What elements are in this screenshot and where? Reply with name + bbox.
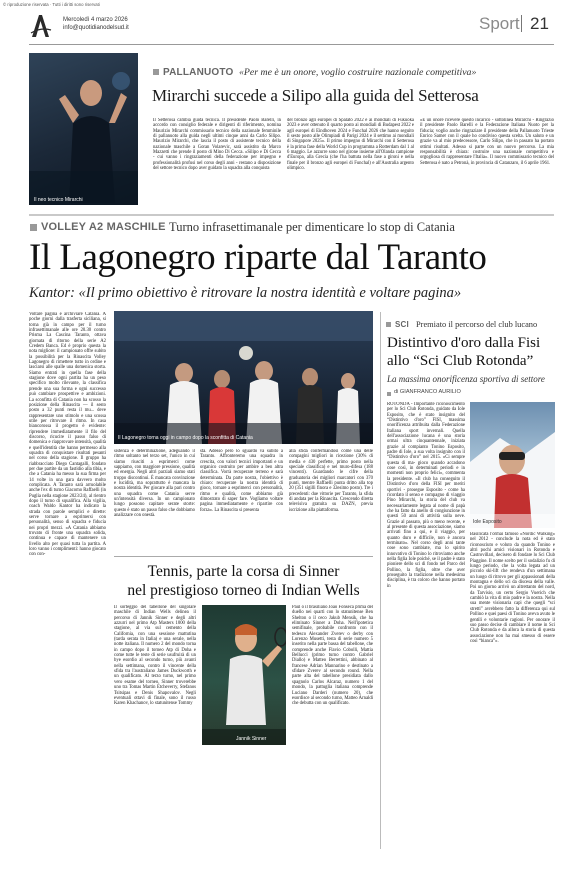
mirarchi-photo xyxy=(29,53,138,205)
masthead-info xyxy=(63,16,129,32)
photo-caption: Il Lagonegro torna oggi in campo dopo la sconfitta di Catania xyxy=(118,435,253,441)
byline-marker xyxy=(387,392,391,396)
story4-headline-line-1: Tennis, parte la corsa di Sinner xyxy=(147,563,340,580)
coach-figure xyxy=(29,53,138,205)
column-divider xyxy=(380,312,381,849)
photo-caption: Jannik Sinner xyxy=(236,736,267,742)
photo-caption: Il neo tecnico Mirarchi xyxy=(34,197,83,203)
volley-photo xyxy=(114,311,373,444)
story3-column-1: ROTONDA - Importante riconoscimento per lo Sci Club Rotonda, guidato da Iole Esposito, che è stato insignito del “Distintivo d'oro” FISI, massima onorificenza attribuita dalla Federazione Italiana sport invernali. Quella dell'associazione lucana è una storia ormai ultra cinquantennale, iniziata grazie al compianto Tonino Esposito, padre di Iole, a sua volta insignito con il “Distintivo d'oro” nel 2015. «Ci sempre questa di ma- gioco quando accadono cose così, in determinati periodi e in momenti non proprio felici», commenta la presidente. «Il club ha conseguito il Distintivo d'oro della FISI per meriti sportivi - prosegue Esposito - come ha ricordato il senso e compagno di viaggio Pino Mirarchi, la storia del club va necessariamente legata al nome di papà che ha fatto da anello di congiunzione in questi 50 anni di attività sulla neve. Grazie al passato, più o meno recente, e al presente di questa associazione, siamo arrivati fino a qui, e il viaggio, per quanto duro e difficile, non è ancora terminato». Nel corso degli anni tante cose sono cambiate, ma lo spirito innovativo di Tonino lo ritroviamo anche nella figlia Iole poiché, se il padre è stato pioniere dello sci di fondo nel Parco del Pollino, la figlia, oltre che aver proseguito la tradizione nella medesima disciplina, è tra coloro che hanno portato in xyxy=(387,402,465,589)
story4-headline-line-2: nel prestigioso torneo di Indian Wells xyxy=(127,582,360,599)
tag-marker xyxy=(386,322,391,327)
skier-figure xyxy=(470,402,555,528)
story2-column-1: Voltare pagina e archiviare Catania. A poche giorni dalla trasferta siciliana, si torna già in campo per il turno infrasettimanale alle ore 20.30 contro Prisma La Cascina Taranto, ottava giornata di ritorno della serie A2 Credem Banca. Ed è proprio questa la nota migliore: il campionato offre subito la possibilità per la Rinascita Volley Lagonegro di rimettere tutto in ordine e lasciarsi alle spalle una domenica storta. Siamo entrati in quella fase della stagione dove ogni partita ha un peso specifico molto rilevante, la classifica prende una sua forma e ogni successo può cambiare prospettive e ambizioni. La sconfitta di Catania non ha scosso la posizione della Rinascita — il sesto posto a 32 punti resta il mu... deve rappresentare uno stimolo e una scossa utile per ritrovare il ritmo. In casa biancorossa il progetto è evidente: riprendere immediatamente il filo del discorso, ricucire il passo falso di domenica e riapprovare intensità, qualità e quell'identità che hanno permesso alla squadra di conquistare risultati pesanti nel corso della stagione. Il gruppo ha riabbracciato Diego Cantagalli, fondato per due partite da un fastidio alla tibia, e che a Catania ha messo la sua firma per 14 volte in una gara davvero molto complicata. A Taranto sarà arruolabile anche l'ex di turno Giacomo Raffaelli (in Puglia nella stagione 2023/24), al rientro dopo il turno di squalifica. Alla vigilia, coach Waldo Kantor ha indicato la strada con parole semplici e dirette: serve tornare a esprimersi con personalità, senso di squadra e fiducia nei propri mezzi. «A Catania abbiamo trovato di fronte una squadra solida, continua e capace di mantenere un livello alto per quasi tutta la partita. A loro vanno i complimenti: hanno giocato con con- xyxy=(29,312,106,558)
page-number: 21 xyxy=(530,14,549,33)
story2-column-3: stà. Adesso però lo sguardo va subito a Taranto. Affronteremo una squadra in crescita, con valori tecnici importanti e un organico costruito per ambire a ben altra classifica. Vorrà recuperare terreno e sarà determinata. Da parte nostra, l'obiettivo è chiaro: recuperare la nostra identità di gioco, tornare a esprimerci con personalità, ritmo e qualità, come abbiamo già dimostrato di saper fare. Vogliamo voltare pagina immediatamente e ripartire con forza». La Rinascita si presenta xyxy=(200,449,283,513)
story2-column-4: alla sfida confermandosi come una delle compagini migliori in ricezione (30% di media e 430 perfette, primo posto nella speciale classifica) e nel muro-difesa (188 vincenti). Guardando le cifre della graduatoria dei migliori marcatori con 370 punti, mentre Raffaelli punta dritto alla top 20 (351 sigilli finora e 32esimo posto). Tre i precedenti: due vittorie per Taranto, la sfida di andata per la Rinascita. Crescendo diretta televisiva gratuita su DAZN, previa iscrizione alla piattaforma. xyxy=(289,449,373,513)
sinner-photo xyxy=(202,605,286,745)
photo-caption: Iole Esposito xyxy=(473,519,502,525)
story3-column-2: Basilicata l'ormai famoso «Nordic Walking» nel 2012 - conclude la nota ed è stato riconosciuto e voluto da quando Tonino e altri pochi amici visionari in Rotonda e Castrovillari, decisero di fondare lo Sci Club Piaggine. Il nome scelto per il sodalizio fu di lungo periodo, che la volta legata ad un piccolo ski-lift che rendeva d'un settimana un luogo di ritrovo per gli appassionati della montagna e dello sci da discesa della valle. Poi un giorno arrivò un altrettanto del nord, da Tarvisio, un certo Sergio Vuerich che cambiò la vita di mio padre e la nostra. Nella sua mente visionaria capì che quegli “sci stretti” avrebbero fatto la differenza qui sul Pollino e quei paesi di Tonino aveva avuto le gentili e volontarie ragioni. Per onorare il suo passo decise di cambiare il nome in Sci Club Rotonda e da allora la storia di questa associazione non ha mai smesso di essere così “bianca”». xyxy=(470,532,555,644)
story2-subhead: Kantor: «Il primo obiettivo è ritrovare la nostra identità e voltare pagina» xyxy=(29,285,462,301)
story2-tag: VOLLEY A2 MASCHILE xyxy=(41,221,166,233)
header-rule xyxy=(29,44,554,45)
esposito-photo xyxy=(470,402,555,528)
story-divider xyxy=(114,556,373,557)
story2-kicker: Turno infrasettimanale per dimenticare lo stop di Catania xyxy=(169,220,455,234)
tennis-player xyxy=(202,605,286,745)
story2-headline: Il Lagonegro riparte dal Taranto xyxy=(29,237,487,278)
story3-headline: Distintivo d'oro dalla Fisi allo “Sci Club Rotonda” xyxy=(387,335,541,369)
contact-email: info@quotidianodelsud.it xyxy=(63,25,129,31)
story2-column-2: sistenza e determinazione, adeguando il ritmo soltanto nel terzo set, l'unico in cui siamo riusciti a esprimerci come sappiamo, con maggiore pressione, qualità ed energia. Negli altri parziali siamo stati troppo discontinui. È mancata convinzione e lucidità, ma soprattutto è mancata la nostra identità. Per giocare alla pari contro una squadra come Catania serve un'intensità diversa. In un campionato lungo possono capitare serate storte: questo è stato un passo falso che dobbiamo analizzare con onestà. xyxy=(114,449,195,519)
story1-tag: PALLANUOTO xyxy=(163,67,234,78)
story4-column-2: Paul o il brasiliano Joao Fonseca prima del duello nei quarti con lo statunitense Ben Shelton o il ceco Jakub Mensik, che ha eliminato Sinner a Doha. Nell'ipotetica semifinale, probabile confronto con il tedesco Alexander Zverev o derby con Lorenzo Musetti, testa di serie numero 5 inserito nella parte bassa del tabellone, che comprende anche Flavio Cobolli, Mattia Bellucci (primo turno contro Gabriel Diallo) e Matteo Berrettini, abbinato al francese Adrian Mannarino e destinato a sfidare Zverev al secondo round. Nella parte alta del tabellone presidiata dallo spagnolo Carlos Alcaraz, numero 1 del mondo, la pattuglia italiana comprende Luciano Darderi (numero 20), che esordisce al secondo turno, Matteo Arnaldi che debutta con un qualificato. xyxy=(292,605,373,707)
story1-headline: Mirarchi succede a Silipo alla guida del Setterosa xyxy=(152,86,479,105)
tag-marker xyxy=(30,224,37,231)
story3-kicker: Premiato il percorso del club lucano xyxy=(416,320,538,329)
story1-column-2: del bronzo agli europei di Spalato 2022 e ai mondiali di Fukuoka 2023 e aver ottenuto il quarto posto ai mondiali di Budapest 2022 e agli europei di Eindhoven 2024 e Funchal 2026 che hanno seguito il sesto posto alle Olimpiadi di Parigi 2024 e il settimo ai mondiali di Singapore 2025». Il primo impegno di Mirarchi con il Setterosa è la prima fase della World Cup in programma a Rotterdam dal 1 al 6 maggio. Le azzurre sono nel girone insieme all'Olanda campione d'Europa, alla Grecia (che l'ha battuta nella fase a gironi e nella finale per il bronzo agli europei di Funchal) e all'Australia argento olimpico. xyxy=(287,118,414,172)
story4-column-1: Il sorteggio del tabellone del singolare maschile di Indian Wells delinea il percorso di Jannik Sinner e degli altri azzurri nel primo Atp Masters 1000 della stagione, al via sul cemento della California, con una sessione mattutina (tarda serata in Italia) e una serale, nella notte italiana. Il numero 2 del mondo torna in campo dopo il torneo Atp di Doha e come tutte le teste di serie usufruirà di un bye esordio al secondo turno, più avanti nella settimana, contro il vincente della sfida tra l'australiano James Duckworth e un qualificato. Al terzo turno, nel primo vero esame del torneo, Sinner troverebbe uno tra Tomas Martin Etcheverry, Stefanos Tsitsipas e Denis Shapovalov. Negli eventuali ottavi di finale, sono il russo Karen Khachanov, lo statunitense Tommy xyxy=(114,605,196,707)
story3-byline: di GIANFRANCO AURILIO xyxy=(394,389,461,395)
story1-column-3: «È un onore ricevere questo incarico - sottolinea Mirarchi - Ringrazio il presidente Paolo Barelli e la Federazione Italiana Nuoto per la fiducia; voglio anche ringraziare il presidente della Pallanuoto Trieste Enrico Samer con il quale ho condiviso questa scelta. Un saluto e un grazie va al mio predecessore, Carlo Silipo, che in passato ha portato ottimi risultati. Adesso si parte con un nuovo percorso. La mia responsabilità è chiara: costruire una nazionale competitiva e orgogliosa di rappresentare l'Italia». Il nuovo commissario tecnico del Setterosa è nato a Petronà, in provincia di Catanzaro, il 6 aprile 1961. xyxy=(420,118,554,166)
story1-column-1: Il Setterosa cambia guida tecnica. Il presidente Paolo Barelli, in accordo con consiglio federale e dirigenti di riferimento, nomina Maurizio Mirarchi commissario tecnico della nazionale femminile di pallanuoto alla guida negli ultimi cinque anni da Carlo Silipo. Maurizio Mirarchi, che lascia il posto di assistente tecnico della nazionale maschile a Goran Volarevic, sarà assistito da Marco Mazzetti che prende il posto di Mino Di Cecca. «Silipo e Di Cecca - cui vanno i ringraziamenti della federazione per impegno e professionalità profusi nel corso degli anni - restano a disposizione del settore tecnico dopo aver guidato la squadra alla conquista xyxy=(153,118,281,172)
story1-quote: «Per me è un onore, voglio costruire nazionale competitiva» xyxy=(239,67,477,78)
tag-marker xyxy=(153,69,159,75)
story4-headline xyxy=(114,562,373,600)
newspaper-logo xyxy=(30,13,52,39)
story3-subhead: La massima onorificenza sportiva di settore xyxy=(387,374,545,384)
section-name: Sport xyxy=(479,14,520,33)
copyright-notice: © riproduzione riservata · Tutti i diritti sono riservati xyxy=(3,2,100,7)
issue-date: Mercoledì 4 marzo 2026 xyxy=(63,17,128,23)
section-divider xyxy=(29,214,554,216)
volley-players xyxy=(114,311,373,444)
header-divider xyxy=(521,15,522,32)
story3-tag: SCI xyxy=(395,320,409,329)
